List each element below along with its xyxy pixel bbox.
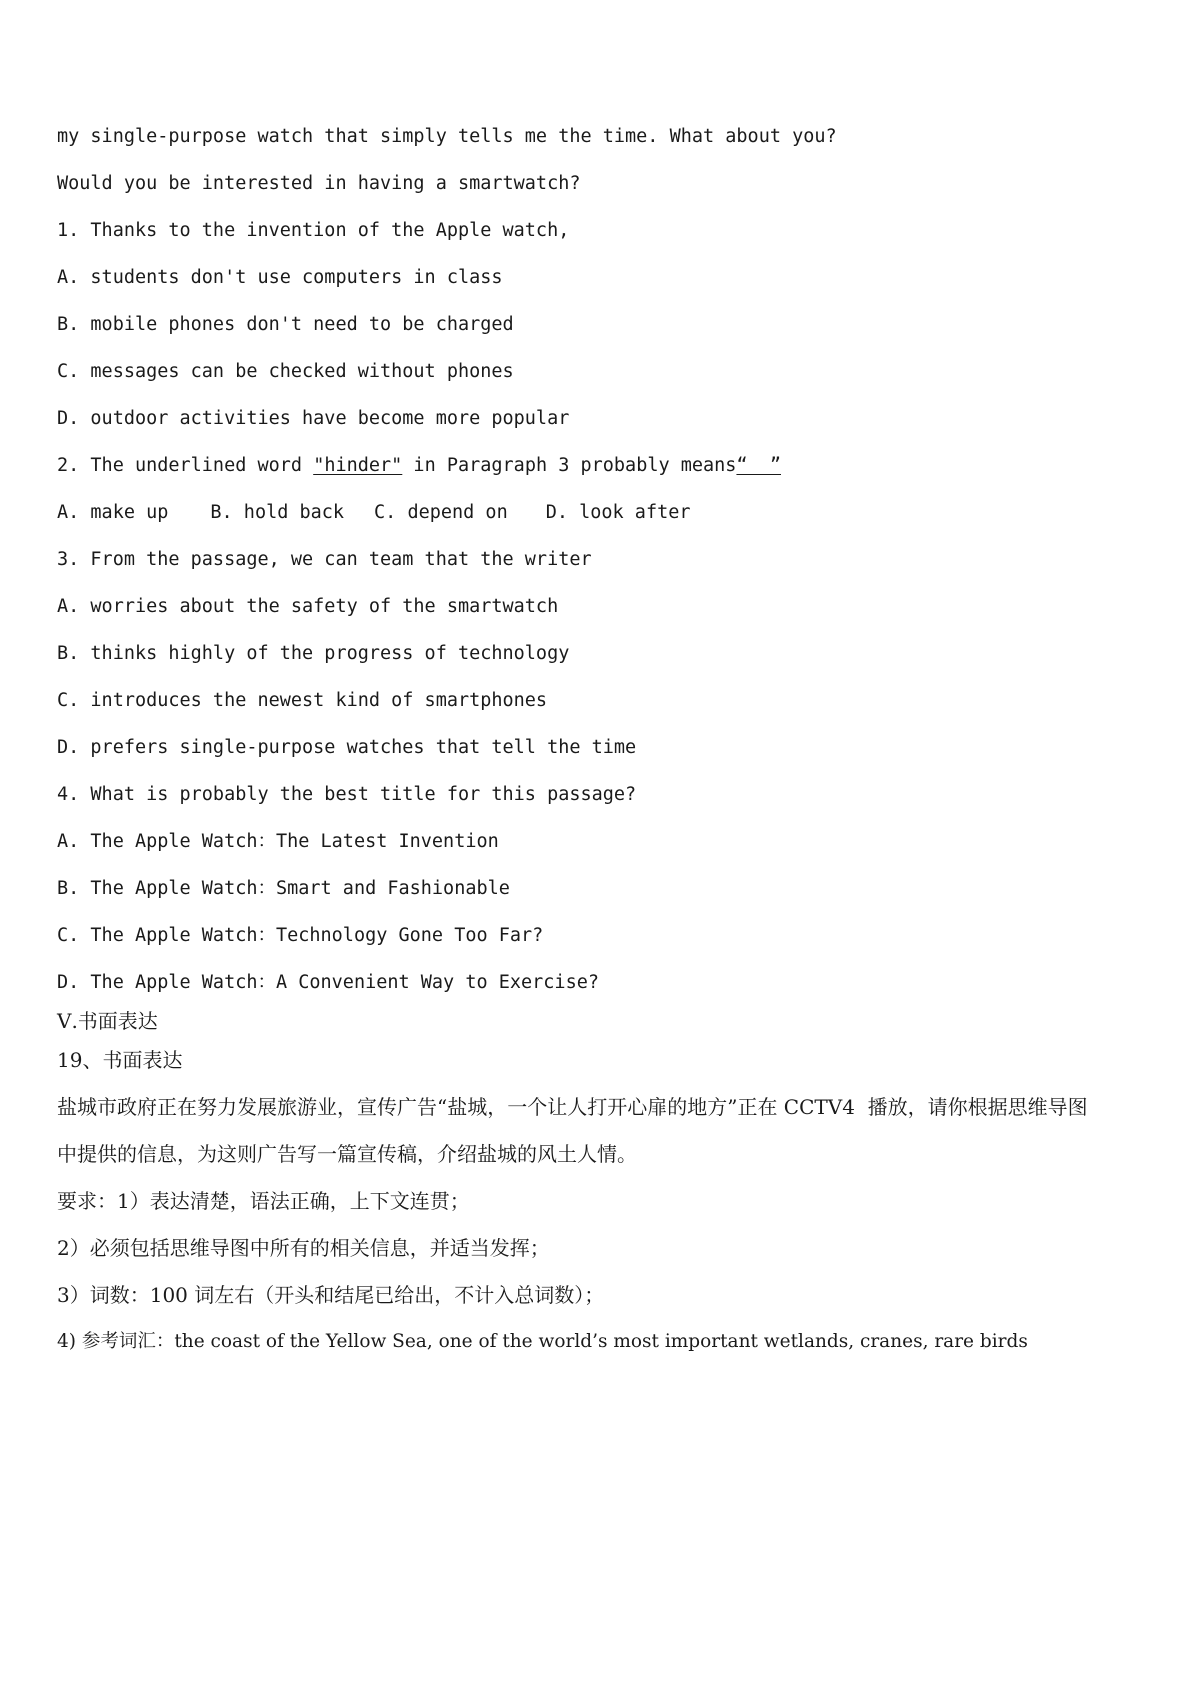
question-1-option-d: D. outdoor activities have become more popular: [57, 408, 570, 429]
question-2-option-c: C. depend on: [374, 502, 508, 523]
question-4-option-c: C. The Apple Watch：Technology Gone Too Far?: [57, 925, 544, 946]
question-2-option-b: B. hold back: [210, 502, 345, 523]
requirement-1: 要求：1）表达清楚，语法正确，上下文连贯；: [57, 1189, 470, 1213]
question-3-option-d: D. prefers single-purpose watches that tell the time: [57, 737, 637, 758]
requirement-4: 4) 参考词汇：the coast of the Yellow Sea, one of the world’s most important wetlands, cranes, rare birds: [57, 1331, 1028, 1352]
question-3-option-c: C. introduces the newest kind of smartphones: [57, 690, 548, 711]
question-1-option-a: A. students don't use computers in class: [57, 267, 503, 288]
question-4-stem: 4. What is probably the best title for this passage?: [57, 784, 637, 805]
question-1-option-c: C. messages can be checked without phones: [57, 361, 514, 382]
prompt-line-2: 中提供的信息，为这则广告写一篇宣传稿，介绍盐城的风土人情。: [57, 1142, 637, 1166]
question-4-option-a: A. The Apple Watch：The Latest Invention: [57, 831, 499, 852]
section-title: Ⅴ.书面表达: [57, 1009, 158, 1033]
question-2-option-d: D. look after: [545, 502, 691, 523]
question-4-option-d: D. The Apple Watch：A Convenient Way to Exercise?: [57, 972, 599, 993]
question-1-stem: 1. Thanks to the invention of the Apple watch,: [57, 220, 581, 241]
question-2-stem: [57, 454, 781, 478]
passage-line-1: my single-purpose watch that simply tells me the time. What about you?: [57, 126, 837, 147]
requirement-2: 2）必须包括思维导图中所有的相关信息，并适当发挥；: [57, 1236, 550, 1260]
prompt-line-1: 盐城市政府正在努力发展旅游业，宣传广告“盐城，一个让人打开心扉的地方”正在 CCTV4 播放，请你根据思维导图: [57, 1095, 1088, 1119]
passage-line-2: Would you be interested in having a smartwatch?: [57, 173, 581, 194]
question-2-options: [57, 501, 691, 525]
question-4-option-b: B. The Apple Watch：Smart and Fashionable: [57, 878, 510, 899]
question-3-option-a: A. worries about the safety of the smartwatch: [57, 596, 559, 617]
question-2-option-a: A. make up: [57, 502, 169, 523]
question-2-stem-start: 2. The underlined word: [57, 455, 314, 476]
item-title: 19、书面表达: [57, 1048, 183, 1072]
question-3-option-b: B. thinks highly of the progress of technology: [57, 643, 570, 664]
answer-blank: “ ”: [736, 455, 781, 476]
question-1-option-b: B. mobile phones don't need to be charged: [57, 314, 514, 335]
question-3-stem: 3. From the passage, we can team that the writer: [57, 549, 592, 570]
underlined-word: "hinder": [313, 455, 403, 476]
question-2-stem-end: in Paragraph 3 probably means: [402, 455, 737, 476]
requirement-3: 3）词数：100 词左右（开头和结尾已给出，不计入总词数）；: [57, 1283, 605, 1307]
